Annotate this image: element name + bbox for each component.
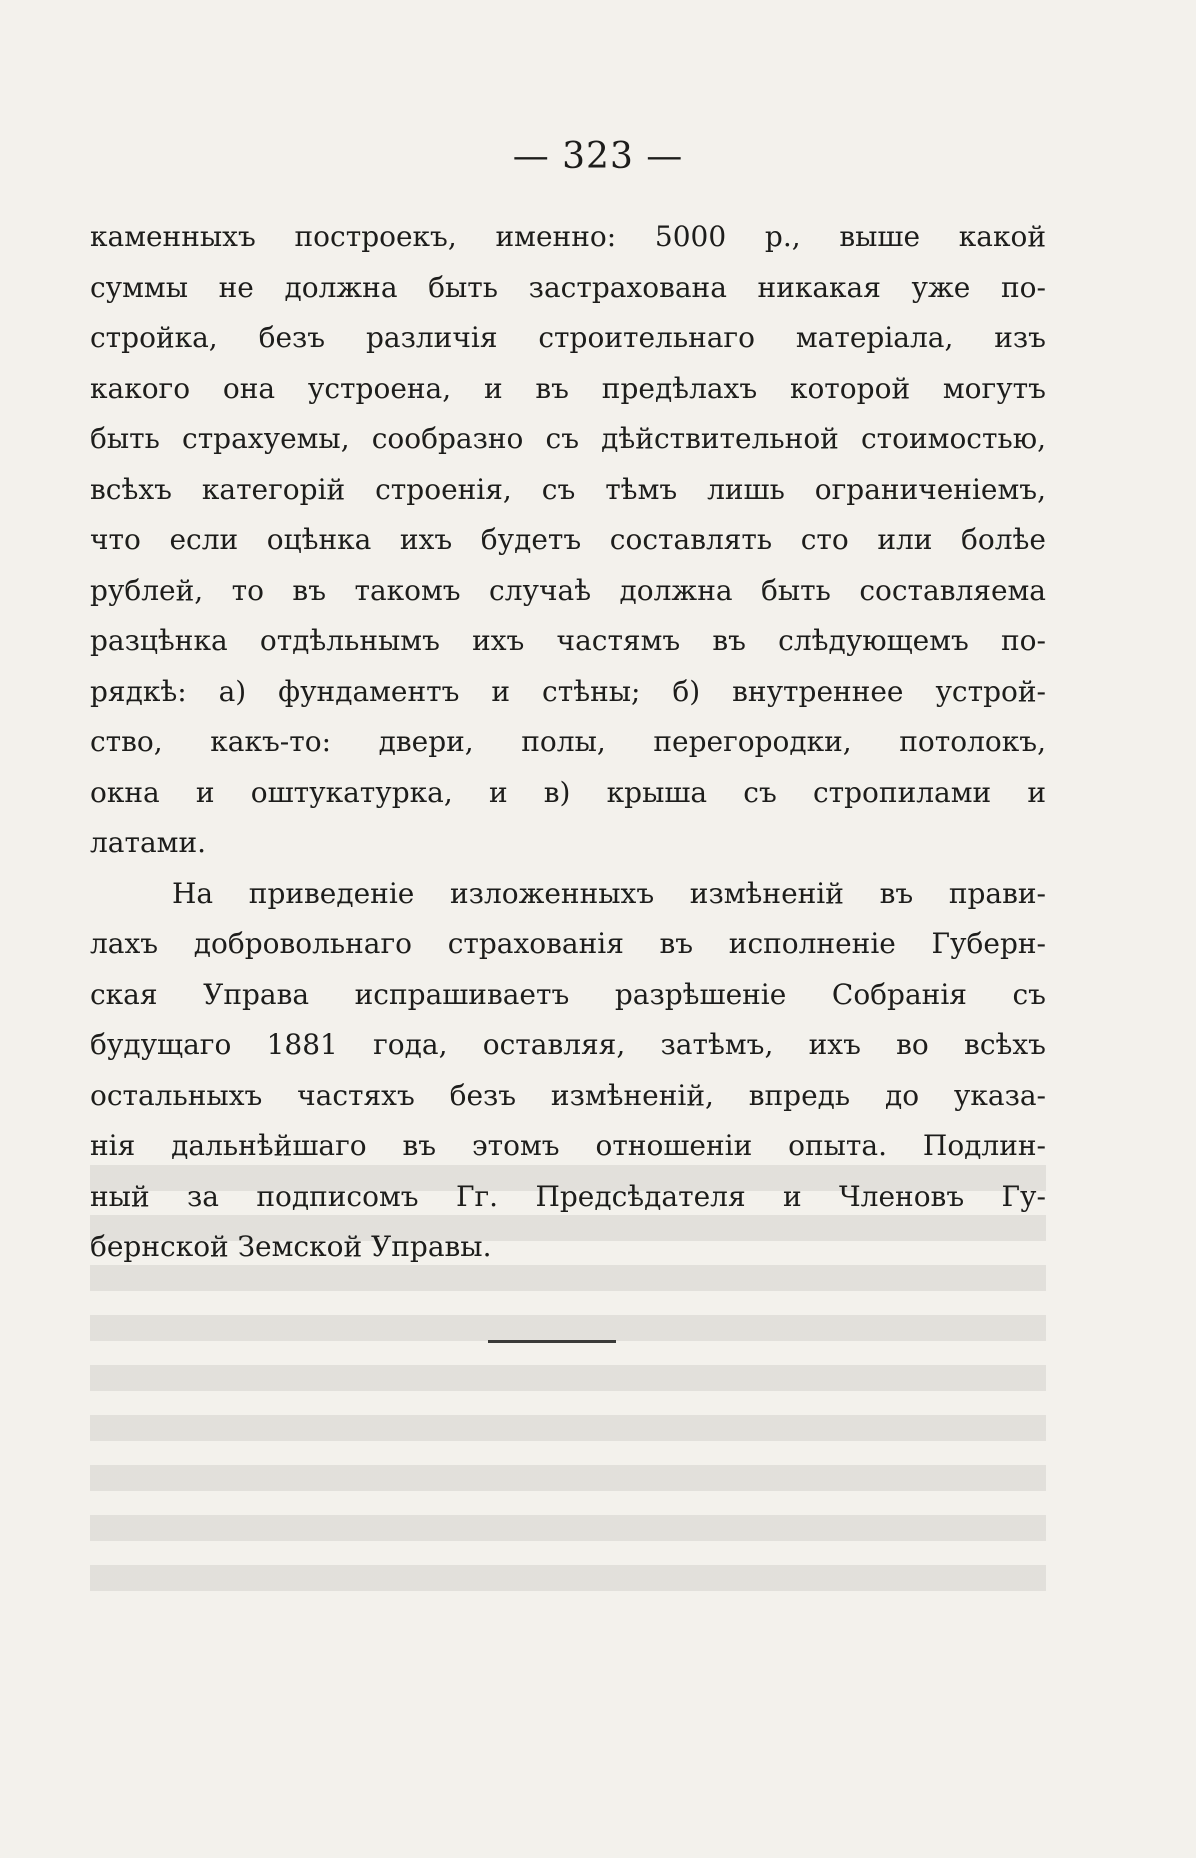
show-through-bleed xyxy=(90,1165,1046,1615)
text-line: ская Управа испрашиваетъ разрѣшеніе Собранія съ xyxy=(90,977,1046,1011)
body-text xyxy=(90,212,1046,1273)
text-line: бернской Земской Управы. xyxy=(90,1230,492,1263)
text-line: что если оцѣнка ихъ будетъ составлять сто или болѣе xyxy=(90,523,1046,556)
text-line: ство, какъ-то: двери, полы, перегородки, потолокъ, xyxy=(90,725,1046,758)
text-line: какого она устроена, и въ предѣлахъ которой могутъ xyxy=(90,371,1046,405)
text-line: окна и оштукатурка, и в) крыша съ стропилами и xyxy=(90,775,1046,809)
end-rule xyxy=(488,1340,616,1343)
text-line: ный за подписомъ Гг. Предсѣдателя и Членовъ Гу- xyxy=(90,1179,1046,1213)
text-line: стройка, безъ различія строительнаго матеріала, изъ xyxy=(90,321,1046,354)
text-line: каменныхъ построекъ, именно: 5000 р., выше какой xyxy=(90,220,1046,253)
text-line: будущаго 1881 года, оставляя, затѣмъ, ихъ во всѣхъ xyxy=(90,1028,1046,1061)
text-line: разцѣнка отдѣльнымъ ихъ частямъ въ слѣдующемъ по- xyxy=(90,624,1046,657)
text-line: лахъ добровольнаго страхованія въ исполненіе Губерн- xyxy=(90,927,1046,960)
paragraph-start-line: На приведеніе изложенныхъ измѣненій въ прави- xyxy=(172,876,1046,910)
text-line: быть страхуемы, сообразно съ дѣйствительной стоимостью, xyxy=(90,422,1046,455)
text-line: всѣхъ категорій строенія, съ тѣмъ лишь ограниченіемъ, xyxy=(90,472,1046,506)
text-line: рублей, то въ такомъ случаѣ должна быть составляема xyxy=(90,573,1046,607)
text-line: суммы не должна быть застрахована никакая уже по- xyxy=(90,270,1046,304)
text-line: латами. xyxy=(90,826,207,859)
text-line: нія дальнѣйшаго въ этомъ отношеніи опыта. Подлин- xyxy=(90,1129,1046,1162)
text-line: остальныхъ частяхъ безъ измѣненій, впредь до указа- xyxy=(90,1078,1046,1112)
page-number: — 323 — xyxy=(512,136,684,177)
text-line: рядкѣ: а) фундаментъ и стѣны; б) внутреннее устрой- xyxy=(90,674,1046,708)
